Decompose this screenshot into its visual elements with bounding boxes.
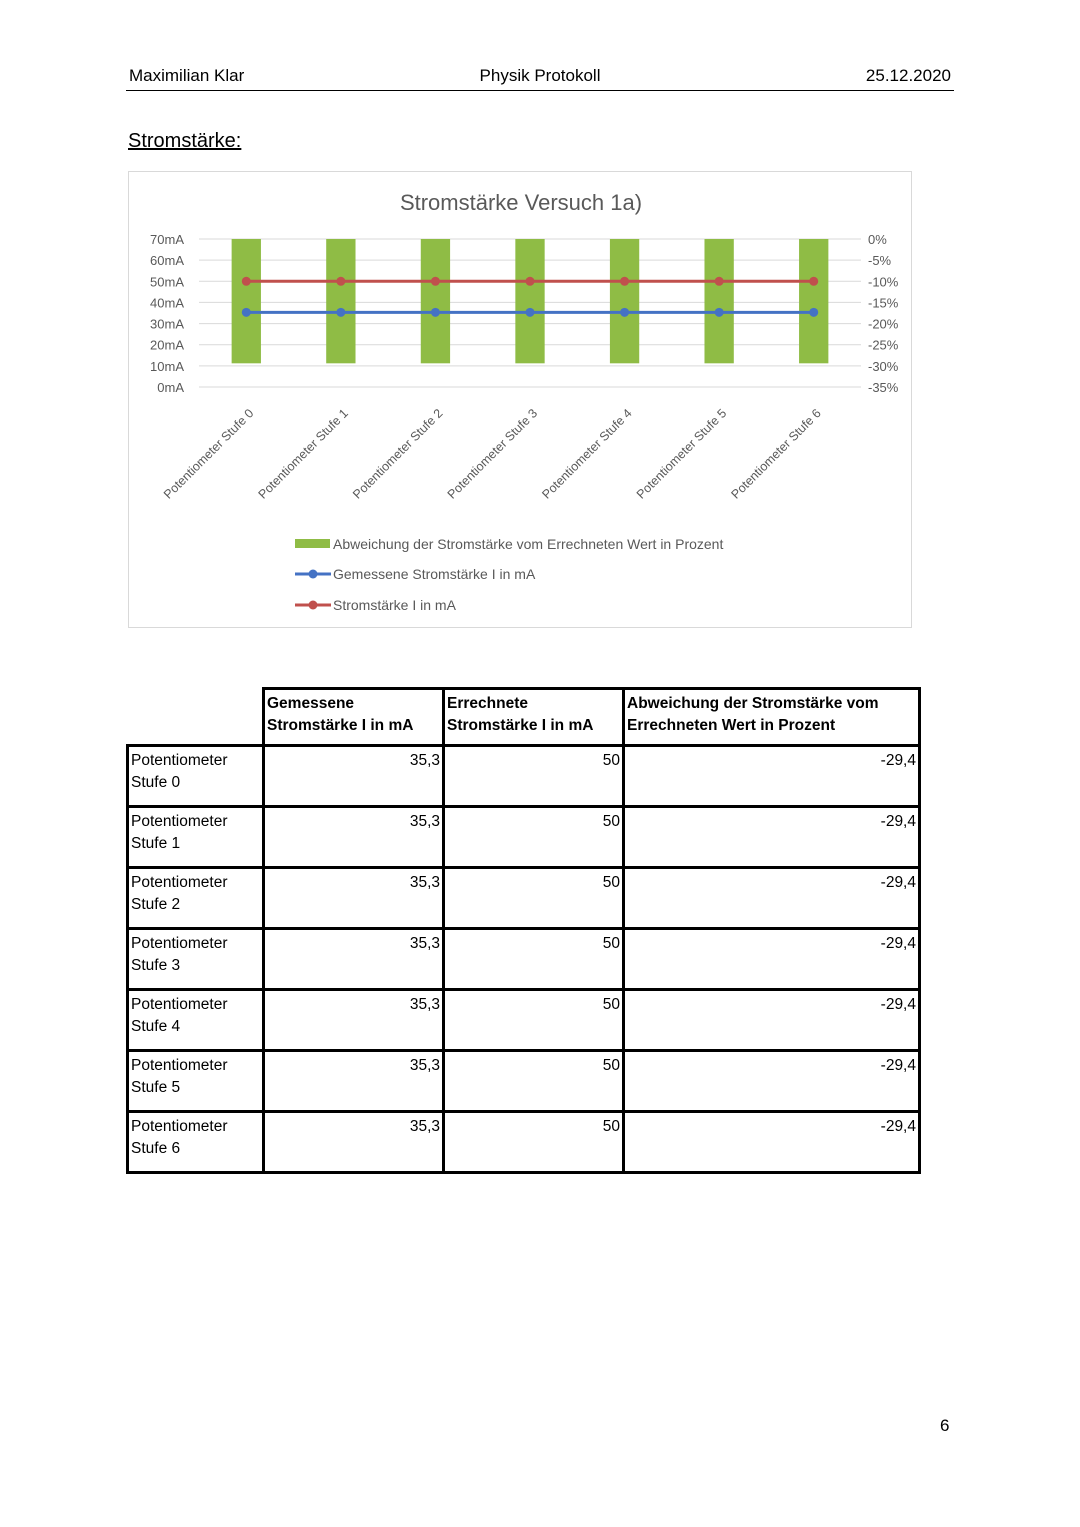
header-date: 25.12.2020 bbox=[865, 66, 951, 85]
data-point bbox=[715, 277, 724, 286]
y-right-tick-label: -35% bbox=[868, 380, 899, 395]
header-deviation-line-1: Abweichung der Stromstärke vom bbox=[627, 695, 879, 712]
calculated-cell: 50 bbox=[444, 1112, 624, 1173]
y-left-tick-label: 60mA bbox=[150, 253, 184, 269]
row-label-line-1: Potentiometer bbox=[131, 996, 228, 1013]
row-label-line-1: Potentiometer bbox=[131, 752, 228, 769]
calculated-cell: 50 bbox=[444, 746, 624, 807]
deviation-cell: -29,4 bbox=[624, 807, 920, 868]
measured-cell: 35,3 bbox=[264, 746, 444, 807]
deviation-cell: -29,4 bbox=[624, 1051, 920, 1112]
row-label-line-2: Stufe 0 bbox=[131, 774, 181, 791]
x-tick-label: Potentiometer Stufe 1 bbox=[255, 406, 351, 502]
row-label-line-2: Stufe 3 bbox=[131, 957, 181, 974]
row-label-line-2: Stufe 6 bbox=[131, 1140, 181, 1157]
deviation-cell: -29,4 bbox=[624, 868, 920, 929]
y-right-tick-label: -10% bbox=[868, 274, 899, 290]
data-point bbox=[526, 308, 535, 317]
measured-cell: 35,3 bbox=[264, 990, 444, 1051]
data-point bbox=[620, 277, 629, 286]
row-label-cell bbox=[128, 746, 264, 807]
legend-label: Stromstärke I in mA bbox=[333, 597, 456, 613]
row-label-line-1: Potentiometer bbox=[131, 935, 228, 952]
header-deviation bbox=[624, 689, 920, 746]
row-label-cell bbox=[128, 990, 264, 1051]
table-row bbox=[128, 1112, 920, 1173]
calculated-cell: 50 bbox=[444, 868, 624, 929]
row-label-line-2: Stufe 4 bbox=[131, 1018, 181, 1035]
y-right-tick-label: -30% bbox=[868, 358, 899, 374]
x-tick-label: Potentiometer Stufe 3 bbox=[444, 406, 541, 502]
calculated-cell: 50 bbox=[444, 807, 624, 868]
legend-marker bbox=[309, 570, 318, 579]
measured-cell: 35,3 bbox=[264, 868, 444, 929]
data-point bbox=[431, 308, 440, 317]
y-left-tick-label: 30mA bbox=[150, 316, 184, 332]
header-measured bbox=[264, 689, 444, 746]
row-label-line-2: Stufe 1 bbox=[131, 835, 181, 852]
header-deviation-line-2: Errechneten Wert in Prozent bbox=[627, 717, 836, 734]
table-row bbox=[128, 746, 920, 807]
row-label-line-2: Stufe 5 bbox=[131, 1079, 181, 1096]
header-measured-line-2: Stromstärke I in mA bbox=[267, 717, 414, 734]
bar bbox=[515, 239, 544, 363]
bar bbox=[421, 239, 450, 363]
x-tick-label: Potentiometer Stufe 4 bbox=[539, 406, 635, 502]
section-title: Stromstärke: bbox=[128, 130, 242, 152]
data-point bbox=[431, 277, 440, 286]
deviation-cell: -29,4 bbox=[624, 990, 920, 1051]
row-label-line-2: Stufe 2 bbox=[131, 896, 181, 913]
row-label-cell bbox=[128, 1051, 264, 1112]
header-author: Maximilian Klar bbox=[129, 66, 245, 85]
row-label-line-1: Potentiometer bbox=[131, 813, 228, 830]
row-label-line-1: Potentiometer bbox=[131, 1118, 228, 1135]
bar bbox=[232, 239, 261, 363]
table-row bbox=[128, 1051, 920, 1112]
y-right-tick-label: -25% bbox=[868, 337, 899, 353]
chart-title: Stromstärke Versuch 1a) bbox=[399, 190, 643, 215]
table-row bbox=[128, 990, 920, 1051]
row-label-cell bbox=[128, 807, 264, 868]
row-label-line-1: Potentiometer bbox=[131, 874, 228, 891]
table-corner-cell bbox=[128, 689, 264, 746]
measured-cell: 35,3 bbox=[264, 929, 444, 990]
x-tick-label: Potentiometer Stufe 0 bbox=[161, 406, 257, 502]
y-right-tick-label: -20% bbox=[868, 316, 899, 332]
x-tick-label: Potentiometer Stufe 6 bbox=[728, 406, 824, 502]
y-right-tick-label: -5% bbox=[868, 253, 892, 269]
data-point bbox=[242, 277, 251, 286]
y-left-tick-label: 70mA bbox=[150, 232, 184, 247]
header-calculated-line-1: Errechnete bbox=[447, 695, 528, 712]
header-calculated bbox=[444, 689, 624, 746]
data-point bbox=[715, 308, 724, 317]
deviation-cell: -29,4 bbox=[624, 929, 920, 990]
x-tick-label: Potentiometer Stufe 5 bbox=[633, 406, 730, 502]
current-chart bbox=[129, 172, 913, 629]
legend-marker bbox=[309, 601, 318, 610]
calculated-cell: 50 bbox=[444, 929, 624, 990]
row-label-line-1: Potentiometer bbox=[131, 1057, 228, 1074]
y-left-tick-label: 0mA bbox=[157, 380, 184, 395]
chart-container bbox=[128, 171, 912, 628]
y-left-tick-label: 10mA bbox=[150, 358, 184, 374]
legend-bar-swatch bbox=[295, 539, 330, 548]
x-tick-label: Potentiometer Stufe 2 bbox=[350, 406, 446, 502]
measured-cell: 35,3 bbox=[264, 807, 444, 868]
page-header bbox=[126, 62, 954, 91]
row-label-cell bbox=[128, 929, 264, 990]
bar bbox=[799, 239, 828, 363]
table-body bbox=[128, 689, 920, 1173]
y-right-tick-label: -15% bbox=[868, 295, 899, 311]
data-table bbox=[126, 687, 921, 1174]
data-point bbox=[526, 277, 535, 286]
y-left-tick-label: 40mA bbox=[150, 295, 184, 311]
header-calculated-line-2: Stromstärke I in mA bbox=[447, 717, 594, 734]
row-label-cell bbox=[128, 1112, 264, 1173]
y-left-tick-label: 50mA bbox=[150, 274, 184, 290]
table-row bbox=[128, 929, 920, 990]
header-title: Physik Protokoll bbox=[479, 66, 601, 85]
bar bbox=[610, 239, 639, 363]
data-point bbox=[620, 308, 629, 317]
table-header-row bbox=[128, 689, 920, 746]
legend-label: Abweichung der Stromstärke vom Errechneten Wert in Prozent bbox=[333, 536, 724, 552]
y-right-tick-label: 0% bbox=[868, 232, 887, 247]
row-label-cell bbox=[128, 868, 264, 929]
measured-cell: 35,3 bbox=[264, 1112, 444, 1173]
deviation-cell: -29,4 bbox=[624, 1112, 920, 1173]
legend-label: Gemessene Stromstärke I in mA bbox=[333, 566, 536, 582]
header-measured-line-1: Gemessene bbox=[267, 695, 355, 712]
calculated-cell: 50 bbox=[444, 1051, 624, 1112]
page-number: 6 bbox=[940, 1416, 950, 1435]
measured-cell: 35,3 bbox=[264, 1051, 444, 1112]
data-point bbox=[336, 277, 345, 286]
bar bbox=[704, 239, 733, 363]
data-point bbox=[336, 308, 345, 317]
y-left-tick-label: 20mA bbox=[150, 337, 184, 353]
calculated-cell: 50 bbox=[444, 990, 624, 1051]
data-point bbox=[809, 308, 818, 317]
bar bbox=[326, 239, 355, 363]
table-row bbox=[128, 868, 920, 929]
deviation-cell: -29,4 bbox=[624, 746, 920, 807]
table-row bbox=[128, 807, 920, 868]
data-point bbox=[242, 308, 251, 317]
data-point bbox=[809, 277, 818, 286]
